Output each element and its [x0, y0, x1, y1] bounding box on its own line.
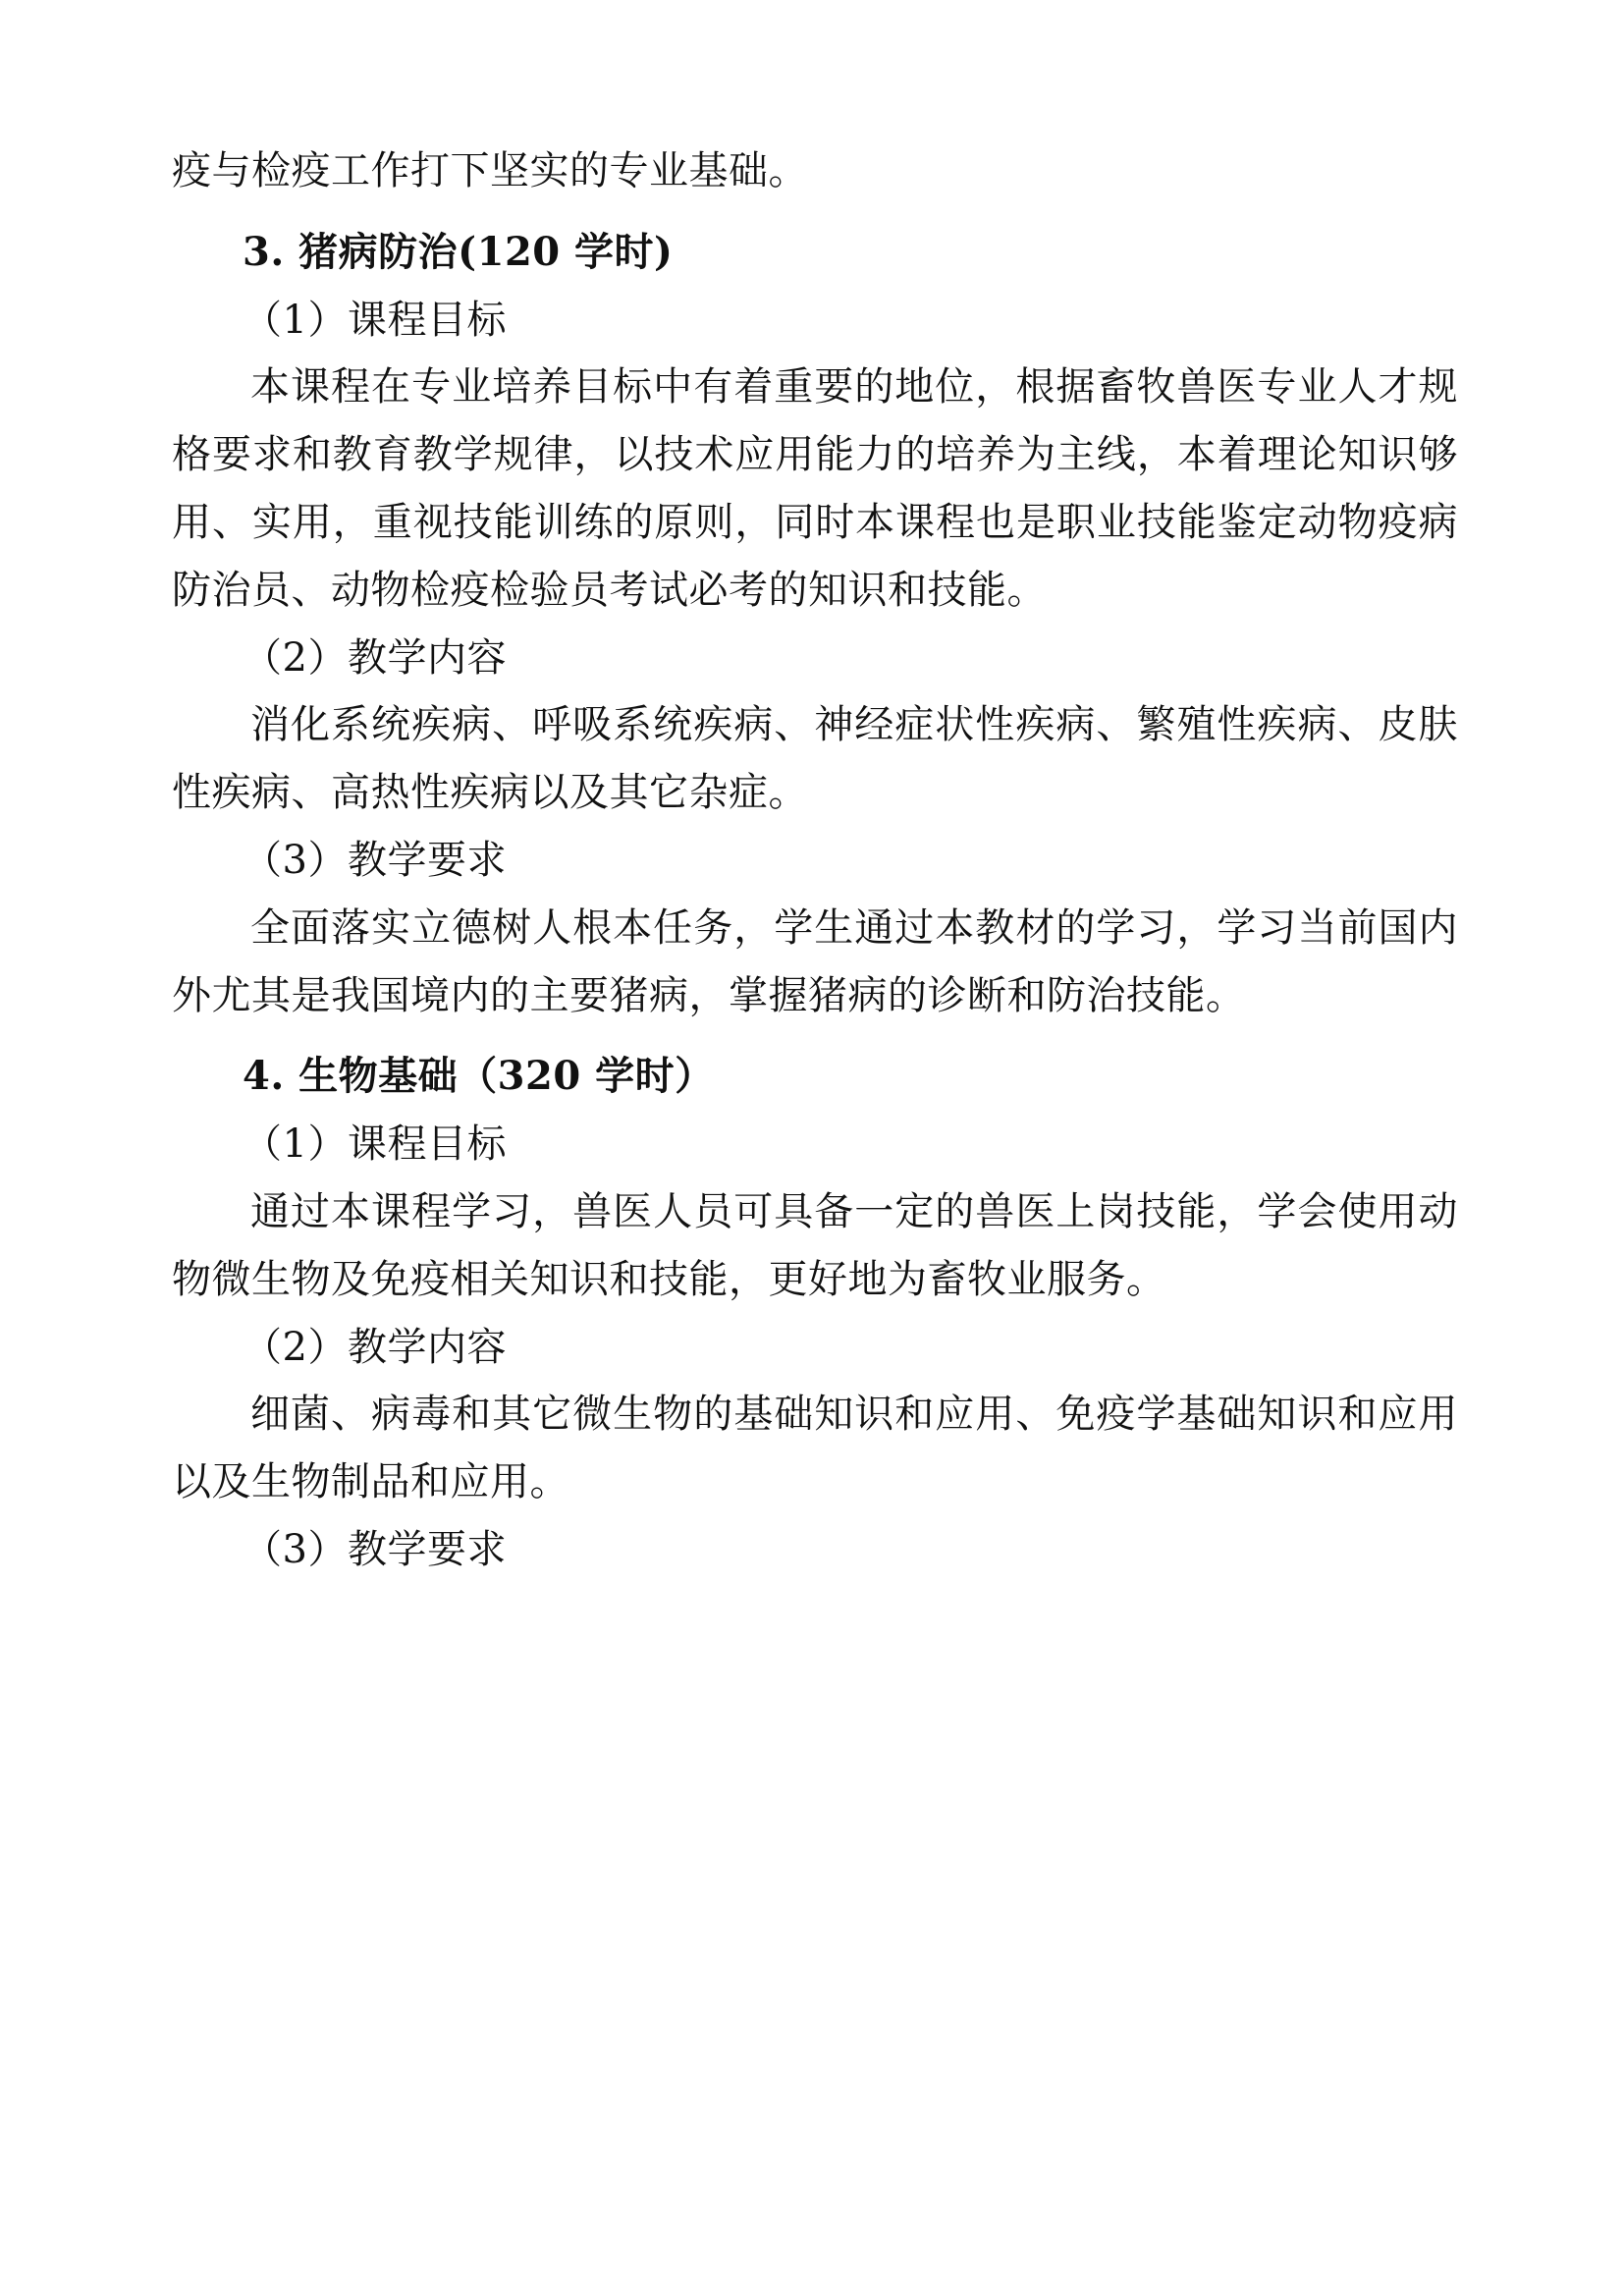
- subsection-label-teaching-content-4: （2）教学内容: [243, 1324, 507, 1370]
- subsection-label-course-objective-3: （1）课程目标: [243, 297, 507, 343]
- section-heading-pig-disease: 3. 猪病防治(120 学时): [243, 228, 674, 275]
- paragraph-teaching-content-4: 细菌、病毒和其它微生物的基础知识和应用、免疫学基础知识和应用以及生物制品和应用。: [172, 1392, 1458, 1505]
- paragraph-teaching-requirement-3: 全面落实立德树人根本任务，学生通过本教材的学习，学习当前国内外尤其是我国境内的主要猪病，掌握猪病的诊断和防治技能。: [172, 904, 1458, 1018]
- document-body: [172, 137, 1458, 1584]
- paragraph-course-objective-4: 通过本课程学习，兽医人员可具备一定的兽医上岗技能，学会使用动物微生物及免疫相关知识和技能，更好地为畜牧业服务。: [172, 1188, 1458, 1302]
- paragraph-teaching-content-3: 消化系统疾病、呼吸系统疾病、神经症状性疾病、繁殖性疾病、皮肤性疾病、高热性疾病以及其它杂症。: [172, 702, 1458, 816]
- subsection-label-teaching-content-3: （2）教学内容: [243, 634, 507, 681]
- paragraph-course-objective-3: 本课程在专业培养目标中有着重要的地位，根据畜牧兽医专业人才规格要求和教育教学规律，以技术应用能力的培养为主线，本着理论知识够用、实用，重视技能训练的原则，同时本课程也是职业技能鉴定动物疫病防治员、动物检疫检验员考试必考的知识和技能。: [172, 364, 1458, 613]
- paragraph-continued: 疫与检疫工作打下坚实的专业基础。: [172, 148, 808, 193]
- subsection-label-teaching-requirement-4: （3）教学要求: [243, 1526, 507, 1572]
- subsection-label-teaching-requirement-3: （3）教学要求: [243, 837, 507, 883]
- section-heading-biology-basics: 4. 生物基础（320 学时）: [243, 1053, 715, 1100]
- subsection-label-course-objective-4: （1）课程目标: [243, 1121, 507, 1168]
